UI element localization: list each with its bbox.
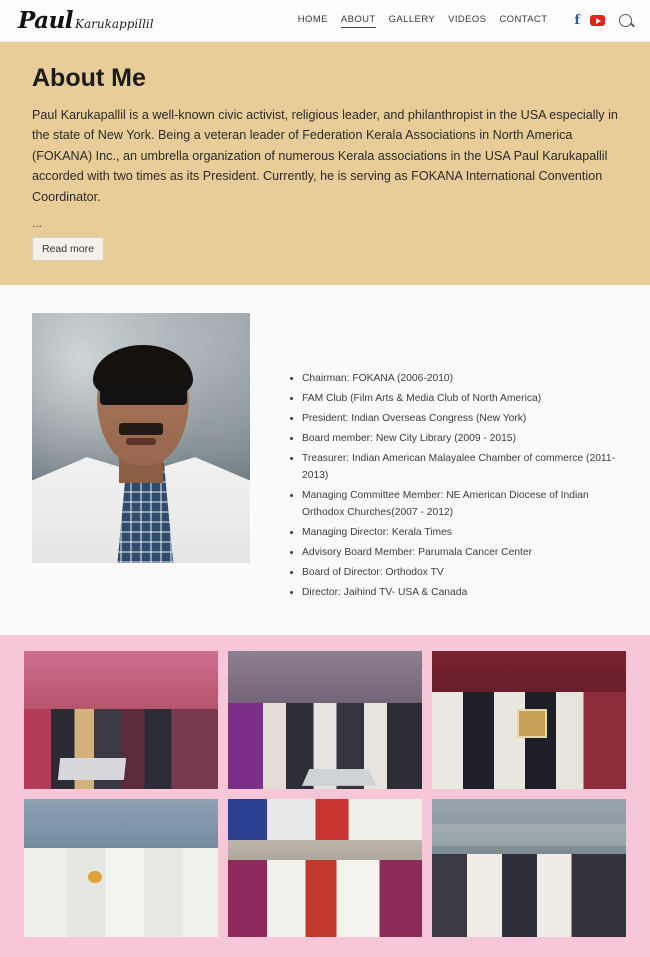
gallery-grid xyxy=(24,651,626,937)
about-section xyxy=(0,42,650,285)
read-more-button[interactable]: Read more xyxy=(32,237,104,261)
profile-section xyxy=(0,285,650,635)
gallery-photo-6[interactable] xyxy=(432,799,626,937)
nav-item-home[interactable]: HOME xyxy=(297,14,328,25)
photo-moustache xyxy=(119,423,163,436)
list-item: • Board member: New City Library (2009 - 2015) xyxy=(302,431,618,448)
list-item: • Director: Jaihind TV- USA & Canada xyxy=(302,585,618,602)
site-logo[interactable] xyxy=(18,7,154,34)
list-item: • Managing Director: Kerala Times xyxy=(302,525,618,542)
nav-item-about[interactable]: ABOUT xyxy=(341,14,376,28)
page-title: About Me xyxy=(32,64,146,92)
nav-item-gallery[interactable]: GALLERY xyxy=(388,14,436,25)
portrait-photo xyxy=(32,313,250,563)
gallery-photo-5[interactable] xyxy=(228,799,422,937)
about-ellipsis: ... xyxy=(32,215,43,230)
gallery-section xyxy=(0,635,650,957)
gallery-photo-2[interactable] xyxy=(228,651,422,789)
list-item: • Board of Director: Orthodox TV xyxy=(302,565,618,582)
photo-mouth xyxy=(126,438,157,446)
roles-list xyxy=(286,371,618,602)
logo-main-text: Paul xyxy=(18,7,74,34)
list-item: • FAM Club (Film Arts & Media Club of North America) xyxy=(302,391,618,408)
search-icon[interactable] xyxy=(619,14,632,27)
logo-sub-text: Karukappillil xyxy=(75,17,154,31)
roles-list-container xyxy=(286,313,618,605)
sunglasses-icon xyxy=(100,383,187,406)
social-links xyxy=(574,13,632,28)
nav-item-videos[interactable]: VIDEOS xyxy=(448,14,487,25)
about-body-text: Paul Karukapallil is a well-known civic activist, religious leader, and philanthropist in the USA especially in the state of New York. Being a veteran leader of Federation Kerala Associations in North America (FOKANA) Inc., an umbrella organization of numerous Kerala associations in the USA Paul Karukapallil accorded with two times as its President. Currently, he is serving as FOKANA International Convention Coordinator. xyxy=(32,108,618,204)
list-item: • Managing Committee Member: NE American Diocese of Indian Orthodox Churches(2007 - 2012) xyxy=(302,488,618,522)
gallery-photo-4[interactable] xyxy=(24,799,218,937)
site-header xyxy=(0,0,650,42)
facebook-icon[interactable]: f xyxy=(574,13,580,28)
gallery-photo-3[interactable] xyxy=(432,651,626,789)
list-item: • Chairman: FOKANA (2006-2010) xyxy=(302,371,618,388)
nav-item-contact[interactable]: CONTACT xyxy=(499,14,548,25)
main-nav xyxy=(298,13,632,28)
list-item: • President: Indian Overseas Congress (New York) xyxy=(302,411,618,428)
youtube-icon[interactable] xyxy=(590,15,605,26)
list-item: • Treasurer: Indian American Malayalee Chamber of commerce (2011-2013) xyxy=(302,451,618,485)
gallery-photo-1[interactable] xyxy=(24,651,218,789)
list-item: • Advisory Board Member: Parumala Cancer Center xyxy=(302,545,618,562)
